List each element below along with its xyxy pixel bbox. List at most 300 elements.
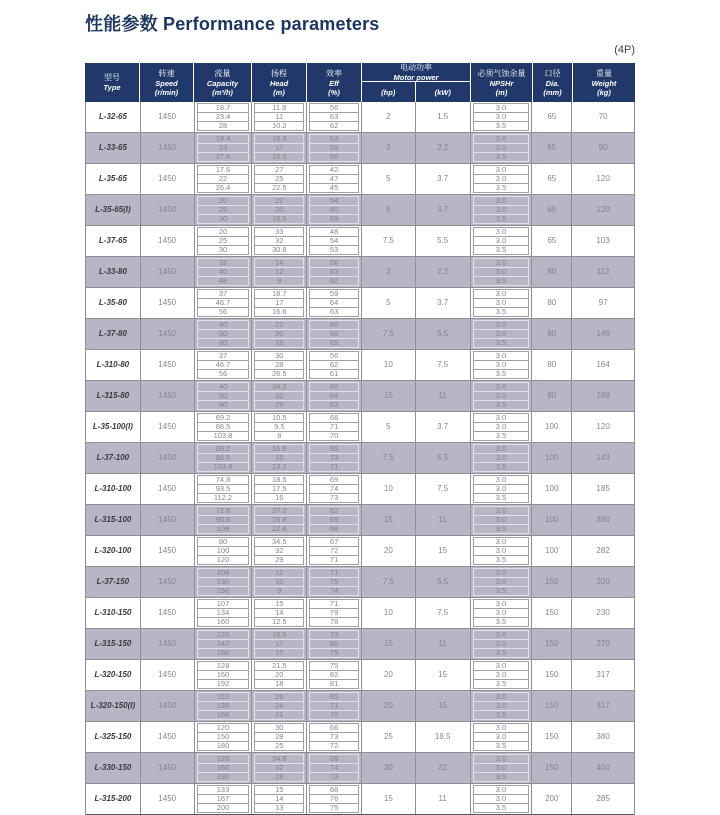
capacity-cell-value: 28 (197, 121, 250, 131)
npshr-cell-value: 3.0 (473, 568, 530, 578)
head-cell-value: 14 (254, 794, 304, 804)
eff-cell-value: 72 (309, 741, 359, 751)
head-cell (252, 753, 307, 783)
dia-cell-value: 80 (547, 391, 557, 400)
motor-kw-cell (416, 381, 471, 411)
eff-cell (307, 319, 362, 349)
speed-cell (141, 257, 195, 287)
eff-cell-value: 67 (309, 537, 359, 547)
head-cell-value: 11 (254, 568, 304, 578)
npshr-cell-value: 3.0 (473, 630, 530, 640)
col-header-capacity (194, 63, 252, 102)
dia-cell-value: 150 (545, 732, 559, 741)
capacity-cell (195, 226, 253, 256)
npshr-cell-value: 3.0 (473, 289, 530, 299)
motor-hp-cell (362, 133, 416, 163)
col-header-dia-zh: 口径 (544, 68, 561, 78)
head-cell-value: 28 (254, 772, 304, 782)
capacity-cell (195, 629, 253, 659)
weight-cell (572, 536, 634, 566)
model-type-cell (86, 660, 141, 690)
col-header-capacity-en: Capacity (206, 78, 239, 88)
head-cell-value: 24 (254, 701, 304, 711)
npshr-cell (471, 133, 533, 163)
eff-cell (307, 412, 362, 442)
motor-kw-cell-value: 7.5 (437, 608, 449, 617)
head-cell (252, 412, 307, 442)
head-cell-value: 25.8 (254, 515, 304, 525)
head-cell-value: 9.5 (254, 422, 304, 432)
head-cell-value: 22 (254, 196, 304, 206)
npshr-cell-value: 3.5 (473, 679, 530, 689)
weight-cell-value: 120 (596, 174, 610, 183)
head-cell-value: 13.2 (254, 462, 304, 472)
capacity-cell (195, 474, 253, 504)
weight-cell (572, 505, 634, 535)
eff-cell-value: 61 (309, 369, 359, 379)
eff-cell (307, 133, 362, 163)
eff-cell (307, 102, 362, 132)
motor-kw-cell (416, 505, 471, 535)
head-cell (252, 133, 307, 163)
capacity-cell-value: 108 (197, 568, 250, 578)
dia-cell (532, 381, 572, 411)
dia-cell-value: 80 (547, 360, 557, 369)
eff-cell-value: 56 (309, 152, 359, 162)
motor-hp-cell-value: 20 (383, 546, 393, 555)
table-header-row (85, 63, 635, 102)
npshr-cell-value: 3.0 (473, 670, 530, 680)
capacity-cell-value: 133 (197, 785, 250, 795)
head-cell-value: 17 (254, 639, 304, 649)
motor-kw-cell (416, 288, 471, 318)
col-header-type (85, 63, 140, 102)
model-type-cell-value: L-315-200 (94, 794, 132, 803)
npshr-cell-value: 3.0 (473, 320, 530, 330)
weight-cell (572, 381, 634, 411)
head-cell-value: 15 (254, 599, 304, 609)
eff-cell-value: 64 (309, 391, 359, 401)
head-cell-value: 18.3 (254, 134, 304, 144)
col-header-hp: (hp) (362, 82, 416, 102)
motor-kw-cell-value: 5.5 (437, 329, 449, 338)
npshr-cell (471, 288, 533, 318)
head-cell (252, 288, 307, 318)
capacity-cell (195, 660, 253, 690)
model-type-cell (86, 226, 141, 256)
weight-cell (572, 288, 634, 318)
eff-cell-value: 60 (309, 382, 359, 392)
motor-hp-cell (362, 350, 416, 380)
head-cell (252, 784, 307, 814)
npshr-cell-value: 3.0 (473, 794, 530, 804)
head-cell (252, 195, 307, 225)
eff-cell-value: 62 (309, 276, 359, 286)
npshr-cell (471, 598, 533, 628)
eff-cell (307, 784, 362, 814)
eff-cell (307, 164, 362, 194)
head-cell-value: 28 (254, 732, 304, 742)
npshr-cell (471, 381, 533, 411)
capacity-cell-value: 128 (197, 754, 250, 764)
model-type-cell (86, 133, 141, 163)
weight-cell (572, 195, 634, 225)
eff-cell-value: 82 (309, 670, 359, 680)
model-type-cell (86, 443, 141, 473)
model-type-cell (86, 257, 141, 287)
eff-cell-value: 78 (309, 617, 359, 627)
npshr-cell-value: 3.0 (473, 112, 530, 122)
npshr-cell-value: 3.0 (473, 134, 530, 144)
motor-hp-cell (362, 226, 416, 256)
dia-cell-value: 100 (545, 484, 559, 493)
weight-cell (572, 660, 634, 690)
motor-kw-cell (416, 319, 471, 349)
weight-cell-value: 285 (596, 794, 610, 803)
npshr-cell-value: 3.0 (473, 360, 530, 370)
capacity-cell-value: 90.8 (197, 515, 250, 525)
model-type-cell-value: L-310-80 (96, 360, 130, 369)
model-type-cell (86, 164, 141, 194)
eff-cell-value: 63 (309, 112, 359, 122)
eff-cell-value: 59 (309, 214, 359, 224)
weight-cell (572, 257, 634, 287)
speed-cell-value: 1450 (158, 391, 177, 400)
speed-cell-value: 1450 (158, 546, 177, 555)
table-row (86, 164, 634, 195)
model-type-cell-value: L-33-80 (98, 267, 127, 276)
eff-cell (307, 288, 362, 318)
model-type-cell-value: L-325-150 (94, 732, 132, 741)
capacity-cell-value: 46.7 (197, 360, 250, 370)
eff-cell (307, 629, 362, 659)
model-type-cell-value: L-315-150 (94, 639, 132, 648)
table-row (86, 784, 634, 815)
model-type-cell-value: L-33-65 (98, 143, 127, 152)
motor-hp-cell-value: 15 (383, 639, 393, 648)
table-row (86, 443, 634, 474)
capacity-cell-value: 60 (197, 400, 250, 410)
speed-cell (141, 598, 195, 628)
eff-cell-value: 74 (309, 484, 359, 494)
capacity-cell-value: 130 (197, 577, 250, 587)
npshr-cell-value: 3.5 (473, 772, 530, 782)
motor-hp-cell-value: 30 (383, 763, 393, 772)
dia-cell (532, 629, 572, 659)
speed-cell-value: 1450 (158, 298, 177, 307)
model-type-cell (86, 350, 141, 380)
npshr-cell-value: 3.5 (473, 400, 530, 410)
npshr-cell-value: 3.5 (473, 338, 530, 348)
dia-cell (532, 195, 572, 225)
capacity-cell-value: 120 (197, 630, 250, 640)
head-cell-value: 9 (254, 586, 304, 596)
npshr-cell-value: 3.0 (473, 227, 530, 237)
eff-cell-value: 68 (309, 754, 359, 764)
head-cell (252, 443, 307, 473)
eff-cell-value: 58 (309, 143, 359, 153)
head-cell (252, 598, 307, 628)
head-cell-value: 17 (254, 143, 304, 153)
npshr-cell (471, 164, 533, 194)
motor-hp-cell (362, 288, 416, 318)
model-type-cell-value: L-37-150 (96, 577, 130, 586)
motor-hp-cell-value: 2 (386, 112, 391, 121)
weight-cell (572, 629, 634, 659)
col-header-motor-power-zh: 电动功率 (400, 62, 432, 72)
motor-kw-cell (416, 226, 471, 256)
motor-kw-cell-value: 7.5 (437, 484, 449, 493)
eff-cell-value: 62 (309, 121, 359, 131)
motor-kw-cell-value: 11 (438, 639, 447, 648)
head-cell-value: 29 (254, 555, 304, 565)
eff-cell-value: 71 (309, 599, 359, 609)
head-cell-value: 32 (254, 391, 304, 401)
table-row (86, 722, 634, 753)
col-header-dia-en: Dia. (545, 78, 560, 88)
capacity-cell-value: 80 (197, 537, 250, 547)
head-cell-value: 10 (254, 577, 304, 587)
head-cell-value: 29 (254, 400, 304, 410)
eff-cell (307, 567, 362, 597)
capacity-cell-value: 27.6 (197, 152, 250, 162)
dia-cell-value: 65 (547, 174, 557, 183)
eff-cell-value: 64 (309, 298, 359, 308)
capacity-cell-value: 112.2 (197, 493, 250, 503)
npshr-cell-value: 3.5 (473, 741, 530, 751)
col-header-eff-en: Eff (329, 78, 339, 88)
model-type-cell (86, 195, 141, 225)
capacity-cell (195, 443, 253, 473)
weight-cell-value: 260 (596, 515, 610, 524)
pole-count-note: (4P) (614, 44, 635, 56)
head-cell-value: 15 (254, 785, 304, 795)
head-cell-value: 25 (254, 174, 304, 184)
eff-cell-value: 47 (309, 174, 359, 184)
table-row (86, 381, 634, 412)
capacity-cell-value: 46.7 (197, 298, 250, 308)
speed-cell (141, 443, 195, 473)
weight-cell (572, 412, 634, 442)
npshr-cell (471, 474, 533, 504)
col-header-head-unit: (m) (273, 87, 285, 97)
col-header-npshr-en: NPSHr (489, 78, 514, 88)
col-header-capacity-unit: (m³/h) (212, 87, 233, 97)
motor-kw-cell-value: 3.7 (437, 422, 449, 431)
head-cell (252, 164, 307, 194)
head-cell (252, 257, 307, 287)
head-cell (252, 381, 307, 411)
capacity-cell-value: 30 (197, 214, 250, 224)
motor-kw-cell (416, 195, 471, 225)
eff-cell-value: 54 (309, 236, 359, 246)
capacity-cell (195, 257, 253, 287)
col-header-npshr (471, 63, 533, 102)
eff-cell-value: 71 (309, 422, 359, 432)
npshr-cell-value: 3.0 (473, 143, 530, 153)
eff-cell (307, 381, 362, 411)
capacity-cell-value: 86.5 (197, 453, 250, 463)
motor-kw-cell-value: 5.5 (437, 453, 449, 462)
speed-cell (141, 567, 195, 597)
speed-cell-value: 1450 (158, 794, 177, 803)
speed-cell (141, 102, 195, 132)
speed-cell (141, 226, 195, 256)
dia-cell-value: 100 (545, 453, 559, 462)
weight-cell-value: 70 (598, 112, 608, 121)
npshr-cell-value: 3.0 (473, 732, 530, 742)
dia-cell (532, 288, 572, 318)
npshr-cell-value: 3.0 (473, 205, 530, 215)
motor-hp-cell (362, 412, 416, 442)
eff-cell (307, 753, 362, 783)
capacity-cell-value: 156 (197, 586, 250, 596)
npshr-cell-value: 3.5 (473, 710, 530, 720)
dia-cell-value: 150 (545, 608, 559, 617)
head-cell (252, 629, 307, 659)
motor-hp-cell-value: 5 (386, 298, 391, 307)
weight-cell (572, 567, 634, 597)
speed-cell (141, 164, 195, 194)
eff-cell-value: 68 (309, 785, 359, 795)
npshr-cell-value: 3.5 (473, 214, 530, 224)
head-cell-value: 11 (254, 112, 304, 122)
eff-cell-value: 60 (309, 205, 359, 215)
motor-hp-cell-value: 15 (383, 794, 393, 803)
model-type-cell (86, 288, 141, 318)
capacity-cell-value: 86.5 (197, 422, 250, 432)
capacity-cell (195, 350, 253, 380)
weight-cell (572, 691, 634, 721)
capacity-cell-value: 69.2 (197, 413, 250, 423)
speed-cell-value: 1450 (158, 422, 177, 431)
model-type-cell-value: L-315-80 (96, 391, 130, 400)
model-type-cell-value: L-35-65 (98, 174, 127, 183)
head-cell (252, 226, 307, 256)
dia-cell (532, 226, 572, 256)
eff-cell (307, 443, 362, 473)
capacity-cell-value: 120 (197, 555, 250, 565)
head-cell-value: 30 (254, 723, 304, 733)
npshr-cell (471, 722, 533, 752)
npshr-cell-value: 3.5 (473, 307, 530, 317)
col-header-motor-power-label (362, 63, 470, 82)
col-header-capacity-zh: 流量 (214, 68, 231, 78)
npshr-cell-value: 3.0 (473, 785, 530, 795)
head-cell-value: 34.2 (254, 382, 304, 392)
capacity-cell-value: 40 (197, 320, 250, 330)
motor-hp-cell-value: 5 (386, 422, 391, 431)
npshr-cell (471, 784, 533, 814)
motor-hp-cell (362, 722, 416, 752)
speed-cell-value: 1450 (158, 267, 177, 276)
head-cell (252, 102, 307, 132)
eff-cell-value: 53 (309, 134, 359, 144)
head-cell (252, 350, 307, 380)
page-title-english: Performance parameters (163, 14, 380, 34)
weight-cell-value: 380 (596, 732, 610, 741)
motor-hp-cell-value: 10 (383, 360, 393, 369)
weight-cell-value: 97 (598, 298, 608, 307)
head-cell-value: 18 (254, 679, 304, 689)
head-cell-value: 14 (254, 608, 304, 618)
dia-cell-value: 100 (545, 515, 559, 524)
col-header-npshr-zh: 必须气蚀余量 (477, 68, 526, 78)
speed-cell-value: 1450 (158, 763, 177, 772)
motor-hp-cell (362, 660, 416, 690)
table-row (86, 505, 634, 536)
npshr-cell-value: 3.0 (473, 174, 530, 184)
col-header-head (252, 63, 307, 102)
capacity-cell-value: 128 (197, 661, 250, 671)
capacity-cell-value: 25 (197, 205, 250, 215)
motor-hp-cell (362, 505, 416, 535)
motor-kw-cell (416, 629, 471, 659)
npshr-cell-value: 3.0 (473, 754, 530, 764)
motor-kw-cell-value: 5.5 (437, 236, 449, 245)
weight-cell-value: 120 (596, 422, 610, 431)
model-type-cell-value: L-330-150 (94, 763, 132, 772)
head-cell-value: 32 (254, 763, 304, 773)
weight-cell (572, 133, 634, 163)
npshr-cell-value: 3.0 (473, 608, 530, 618)
eff-cell-value: 66 (309, 329, 359, 339)
npshr-cell (471, 505, 533, 535)
model-type-cell-value: L-310-150 (94, 608, 132, 617)
dia-cell-value: 150 (545, 577, 559, 586)
npshr-cell-value: 3.0 (473, 515, 530, 525)
motor-hp-cell-value: 7.5 (382, 236, 394, 245)
npshr-cell-value: 3.0 (473, 484, 530, 494)
capacity-cell (195, 722, 253, 752)
eff-cell-value: 70 (309, 710, 359, 720)
capacity-cell (195, 319, 253, 349)
speed-cell (141, 722, 195, 752)
capacity-cell-value: 192 (197, 772, 250, 782)
eff-cell-value: 75 (309, 803, 359, 813)
motor-kw-cell (416, 536, 471, 566)
table-row (86, 474, 634, 505)
motor-kw-cell-value: 3.7 (437, 298, 449, 307)
table-row (86, 536, 634, 567)
eff-cell (307, 691, 362, 721)
capacity-cell-value: 32 (197, 258, 250, 268)
dia-cell-value: 65 (547, 143, 557, 152)
eff-cell-value: 73 (309, 630, 359, 640)
eff-cell (307, 226, 362, 256)
weight-cell (572, 319, 634, 349)
head-cell-value: 12.5 (254, 617, 304, 627)
weight-cell-value: 143 (596, 453, 610, 462)
npshr-cell (471, 567, 533, 597)
motor-kw-cell (416, 133, 471, 163)
eff-cell-value: 63 (309, 267, 359, 277)
npshr-cell (471, 660, 533, 690)
col-header-kw: (kW) (434, 87, 451, 97)
dia-cell-value: 150 (545, 639, 559, 648)
head-cell-value: 32 (254, 236, 304, 246)
dia-cell-value: 65 (547, 236, 557, 245)
eff-cell-value: 71 (309, 701, 359, 711)
head-cell-value: 17 (254, 298, 304, 308)
head-cell-value: 16.6 (254, 444, 304, 454)
performance-parameters-table (85, 63, 635, 815)
eff-cell-value: 75 (309, 661, 359, 671)
speed-cell-value: 1450 (158, 701, 177, 710)
col-header-head-zh: 扬程 (271, 68, 287, 78)
model-type-cell (86, 474, 141, 504)
eff-cell-value: 56 (309, 103, 359, 113)
